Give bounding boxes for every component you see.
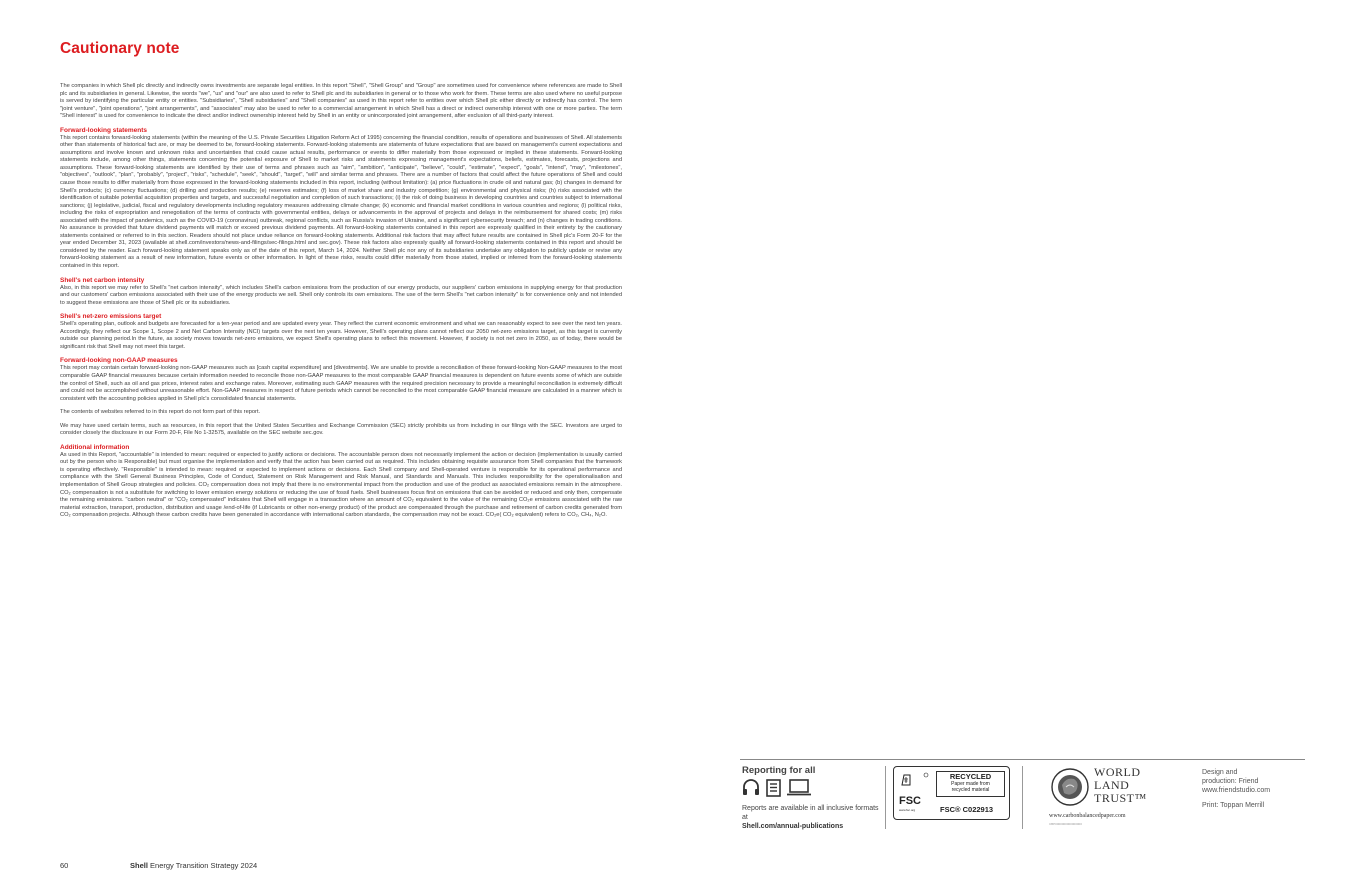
format-icons — [742, 780, 882, 800]
footer-vertical-divider — [1022, 766, 1023, 829]
fsc-recycled-logo — [893, 766, 1010, 820]
fsc-license-code: FSC® C022913 — [940, 805, 994, 814]
running-brand: Shell — [130, 861, 148, 870]
recycled-paper-line2: recycled material — [951, 787, 990, 793]
carbon-balanced-url[interactable]: www.carbonbalancedpaper.com — [1049, 813, 1126, 819]
document-icon — [766, 779, 781, 802]
world-land-trust-logo — [1048, 765, 1178, 825]
non-gaap-paragraph: This report may contain certain forward-looking non-GAAP measures such as [cash capital expenditure] and [divestments]. We are unable to provide a reconciliation of these forward-looking Non-GAAP measures to the most comparable GAAP financial measures because certain information needed to reconcile those non-GAAP measures to the most comparable GAAP financial measures is dependent on future events some of which are outside the control of Shell, such as oil and gas prices, interest rates and exchange rates. Moreover, estimating such GAAP measures with the required precision necessary to provide a meaningful reconciliation is extremely difficult and could not be accomplished without unreasonable effort. Non-GAAP measures in respect of future periods which cannot be reconciled to the most comparable GAAP financial measure are calculated in a manner which is consistent with the accounting policies applied in Shell plc's consolidated financial statements. — [60, 365, 622, 402]
wlt-line2: LAND — [1094, 778, 1130, 792]
world-land-trust-globe-icon — [1050, 767, 1090, 812]
recycled-paper-line1: Paper made from — [951, 781, 990, 787]
websites-paragraph: The contents of websites referred to in this report do not form part of this report. — [60, 409, 261, 416]
page-number: 60 — [60, 861, 69, 870]
net-zero-paragraph: Shell's operating plan, outlook and budgets are forecasted for a ten-year period and are updated every year. They reflect the current economic environment and what we can reasonably expect to see over the next ten years. Accordingly, they reflect our Scope 1, Scope 2 and Net Carbon Intensity (NCI) targets over the next ten years. However, Shell's operating plans cannot reflect our 2050 net-zero emissions target, as this target is currently outside our planning period.In the future, as society moves towards net-zero emissions, we expect Shell's operating plans to reflect this movement. However, if society is not net zero in 2050, as of today, there would be significant risk that Shell may not meet this target. — [60, 321, 622, 350]
recycled-label: RECYCLED — [949, 772, 992, 781]
world-land-trust-wordmark — [1094, 766, 1147, 805]
wlt-line3: TRUST™ — [1094, 791, 1147, 805]
fsc-mark: FSC — [899, 795, 921, 807]
annual-publications-link[interactable]: Shell.com/annual-publications — [742, 823, 844, 830]
wlt-line1: WORLD — [1094, 765, 1141, 779]
design-line2: production: Friend — [1202, 778, 1259, 785]
additional-information-heading: Additional information — [60, 443, 130, 451]
fsc-site: www.fsc.org — [899, 808, 916, 812]
running-title: Energy Transition Strategy 2024 — [150, 861, 258, 870]
headphones-icon — [742, 779, 760, 801]
footer-vertical-divider — [885, 766, 886, 829]
net-carbon-intensity-heading: Shell's net carbon intensity — [60, 276, 145, 284]
net-carbon-intensity-paragraph: Also, in this report we may refer to Shell's "net carbon intensity", which includes Shell's carbon emissions from the production of our energy products, our suppliers' carbon emissions in supplying energy for that production and our customers' carbon emissions associated with their use of the energy products we sell. Shell only controls its own emissions. The use of the term Shell's "net carbon intensity" is for convenience only and not intended to suggest these emissions are those of Shell plc or its subsidiaries. — [60, 284, 622, 306]
footer-divider — [740, 759, 1305, 760]
sec-paragraph: We may have used certain terms, such as resources, in this report that the United States Securities and Exchange Commission (SEC) strictly prohibits us from including in our filings with the SEC. Investors are urged to consider closely the disclosure in our Form 20-F, File No 1-32575, available on the SEC website sec.gov. — [60, 422, 622, 437]
additional-information-paragraph: As used in this Report, "accountable" is intended to mean: required or expected to justify actions or decisions. The accountable person does not necessarily implement the action or decision (implementation is usually carried out by the person who is Responsible) but must organise the implementation and verify that the action has been carried out as required. This includes obtaining requisite assurance from Shell companies that the framework is operating effectively. "Responsible" is intended to mean: required or expected to implement actions or decisions. Each Shell company and Shell-operated venture is responsible for its operational performance and compliance with the Shell General Business Principles, Code of Conduct, Statement on Risk Management and Risk Manual, and Standards and Manuals. This includes responsibility for the operationalisation and implementation of Shell Group strategies and policies. CO₂ compensation does not imply that there is no environmental impact from the production and use of the product as associated emissions remain in the atmosphere. CO₂ compensation is not a substitute for switching to lower emission energy solutions or reducing the use of fossil fuels. Shell businesses focus first on emissions that can be avoided or reduced and only then, compensate the remaining emissions. "carbon neutral" or "CO₂ compensated" indicates that Shell will engage in a transaction where an amount of CO₂ equivalent to the value of the remaining CO₂e emissions associated with the raw material extraction, transport, production, distribution and usage /end-of-life (if Lubricants or other non-energy product) of the product are compensated through the purchase and retirement of carbon credits generated from CO₂ compensation projects. Although these carbon credits have been generated in accordance with international carbon standards, the compensation may not be exact. CO₂e( CO₂ equivalent) refers to CO₂, CH₄, N₂O. — [60, 451, 622, 519]
running-footer — [130, 861, 257, 870]
design-url[interactable]: www.friendstudio.com — [1202, 787, 1271, 794]
net-zero-heading: Shell's net-zero emissions target — [60, 313, 162, 321]
reporting-for-all-title: Reporting for all — [742, 765, 816, 776]
non-gaap-heading: Forward-looking non-GAAP measures — [60, 357, 178, 365]
print-credit: Print: Toppan Merrill — [1202, 802, 1265, 809]
recycled-box — [936, 771, 1005, 797]
design-line1: Design and — [1202, 769, 1238, 776]
carbon-balanced-id: CBP0000000000000000 — [1049, 822, 1082, 826]
reporting-for-all — [742, 765, 882, 831]
cautionary-note-body — [60, 83, 622, 526]
design-credits — [1202, 768, 1270, 816]
fsc-tree-icon — [898, 771, 930, 815]
laptop-icon — [787, 779, 811, 801]
reporting-for-all-text: Reports are available in all inclusive formats at — [742, 805, 879, 821]
forward-looking-heading: Forward-looking statements — [60, 126, 148, 134]
page-title: Cautionary note — [60, 40, 180, 57]
intro-paragraph: The companies in which Shell plc directly and indirectly owns investments are separate legal entities. In this report "Shell", "Shell Group" and "Group" are sometimes used for convenience where references are made to Shell plc and its subsidiaries in general. Likewise, the words "we", "us" and "our" are also used to refer to Shell plc and its subsidiaries in general or to those who work for them. These terms are also used where no useful purpose is served by identifying the particular entity or entities. "Subsidiaries", "Shell subsidiaries" and "Shell companies" as used in this report refer to entities over which Shell plc either directly or indirectly has control. The term "joint venture", "joint operations", "joint arrangements", and "associates" may also be used to refer to a commercial arrangement in which Shell has a direct or indirect ownership interest with one or more parties. The term "Shell interest" is used for convenience to indicate the direct and/or indirect ownership interest held by Shell in an entity or unincorporated joint arrangement, after exclusion of all third-party interest. — [60, 83, 622, 120]
forward-looking-paragraph: This report contains forward-looking statements (within the meaning of the U.S. Private Securities Litigation Reform Act of 1995) concerning the financial condition, results of operations and businesses of Shell. All statements other than statements of historical fact are, or may be deemed to be, forward-looking statements. Forward-looking statements are statements of future expectations that are based on management's current expectations and assumptions and involve known and unknown risks and uncertainties that could cause actual results, performance or events to differ materially from those expressed or implied in these statements. Forward-looking statements include, among other things, statements concerning the potential exposure of Shell to market risks and statements expressing management's expectations, beliefs, estimates, forecasts, projections and assumptions. These forward-looking statements are identified by their use of terms and phrases such as "aim", "ambition", "anticipate", "believe", "could", "estimate", "expect", "goals", "intend", "may", "milestones", "objectives", "outlook", "plan", "probably", "project", "risks", "schedule", "seek", "should", "target", "will" and similar terms and phrases. There are a number of factors that could affect the future operations of Shell and could cause those results to differ materially from those expressed in the forward-looking statements included in this report, including (without limitation): (a) price fluctuations in crude oil and natural gas; (b) changes in demand for Shell's products; (c) currency fluctuations; (d) drilling and production results; (e) reserves estimates; (f) loss of market share and industry competition; (g) environmental and physical risks; (h) risks associated with the identification of suitable potential acquisition properties and targets, and successful negotiation and completion of such transactions; (i) the risk of doing business in developing countries and countries subject to international sanctions; (j) legislative, judicial, fiscal and regulatory developments including regulatory measures addressing climate change; (k) economic and financial market conditions in various countries and regions; (l) political risks, including the risks of expropriation and renegotiation of the terms of contracts with governmental entities, delays or advancements in the approval of projects and delays in the reimbursement for shared costs; (m) risks associated with the impact of pandemics, such as the COVID-19 (coronavirus) outbreak, regional conflicts, such as Russia's invasion of Ukraine, and a significant cybersecurity breach; and (n) changes in trading conditions. No assurance is provided that future dividend payments will match or exceed previous dividend payments. All forward-looking statements contained in this report are expressly qualified in their entirety by the cautionary statements contained or referred to in this section. Readers should not place undue reliance on forward-looking statements. Additional risk factors that may affect future results are contained in Shell plc's Form 20-F for the year ended December 31, 2023 (available at shell.com/investors/news-and-filings/sec-filings.html and sec.gov). These risk factors also expressly qualify all forward-looking statements contained in this report and should be considered by the reader. Each forward-looking statement speaks only as of the date of this report, March 14, 2024. Neither Shell plc nor any of its subsidiaries undertake any obligation to publicly update or revise any forward-looking statement as a result of new information, future events or other information. In light of these risks, results could differ materially from those stated, implied or inferred from the forward-looking statements contained in this report. — [60, 134, 622, 270]
